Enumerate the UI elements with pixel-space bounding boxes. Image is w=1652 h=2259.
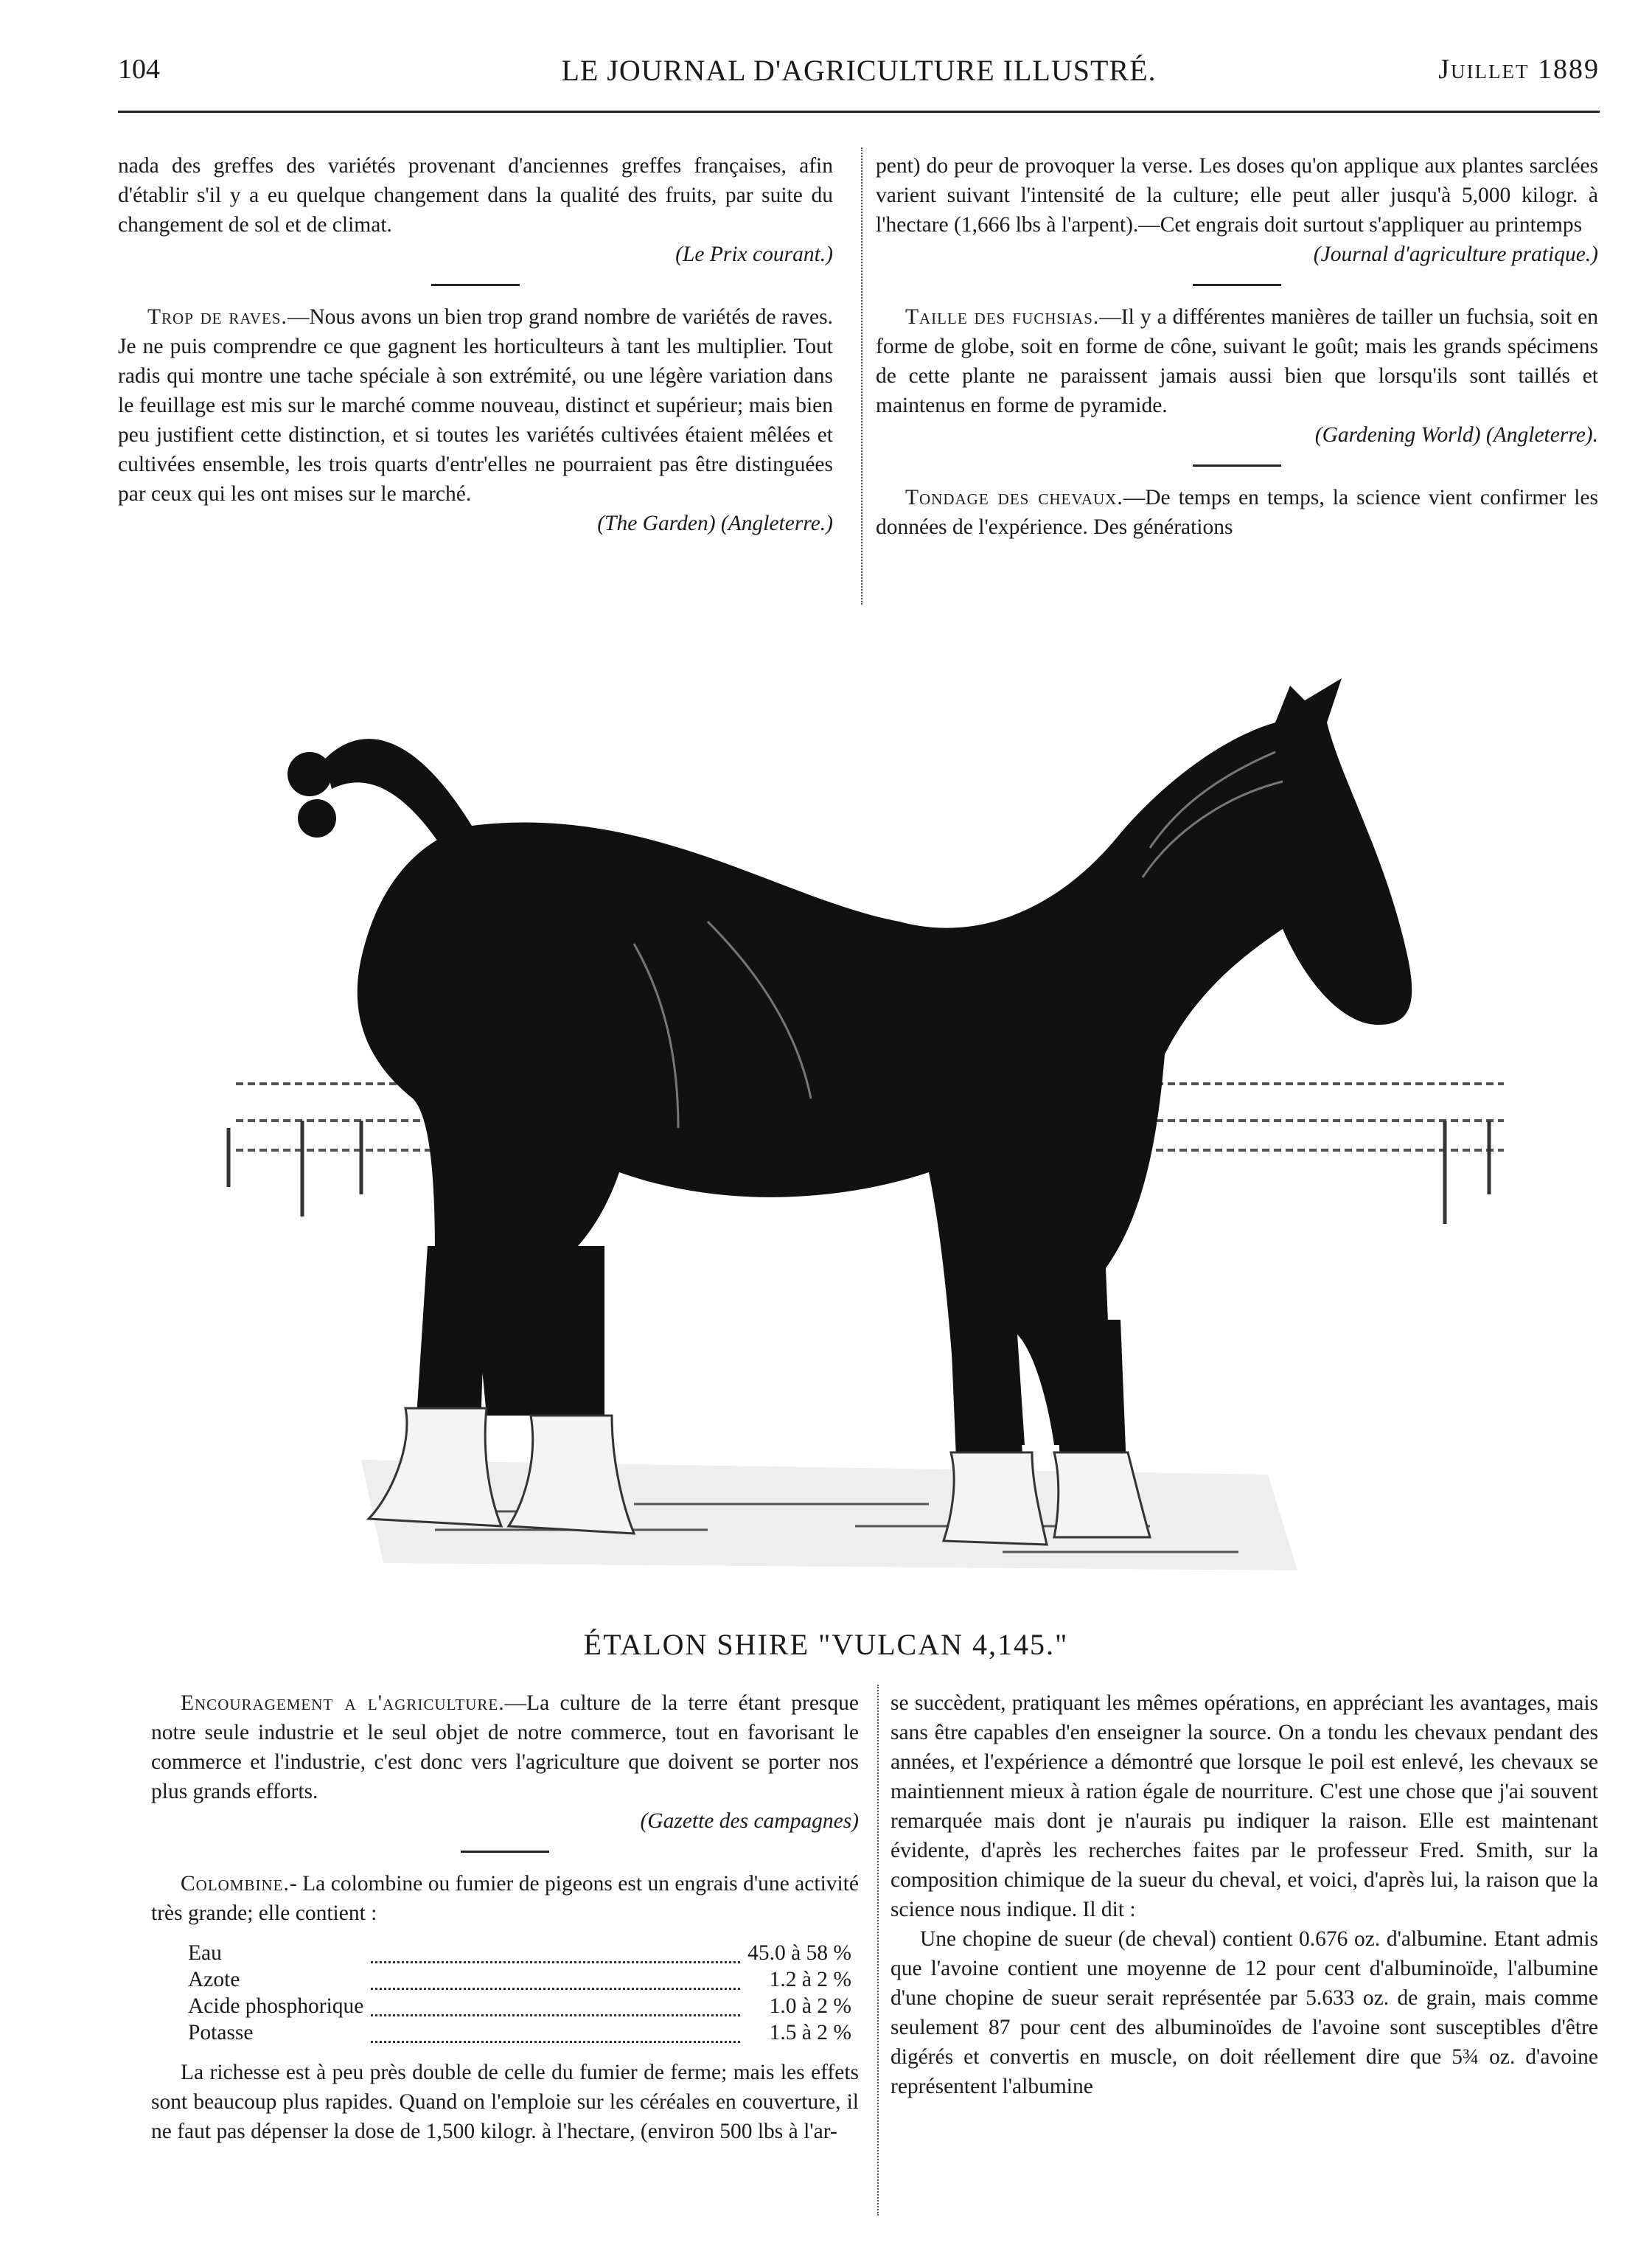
source-the-garden: (The Garden) (Angleterre.) bbox=[597, 512, 833, 535]
source-gazette: (Gazette des campagnes) bbox=[640, 1809, 859, 1833]
article-body: —Il y a différentes manières de tailler un fuchsia, soit en forme de globe, soit en forme de cône, suivant le goût; mais les grands spécimens de cette plante ne paraissent jamais aussi bien que lorsqu'ils sont taillés et maintenus en forme de pyramide. bbox=[876, 305, 1598, 417]
component-name: Acide phosphorique bbox=[188, 1994, 364, 2018]
article-tondage bbox=[876, 483, 1598, 542]
component-value: 1.2 à 2 % bbox=[769, 1968, 851, 1991]
component-name: Azote bbox=[188, 1968, 240, 1991]
bottom-right-column bbox=[891, 1688, 1598, 2101]
component-value: 45.0 à 58 % bbox=[747, 1941, 851, 1965]
article-fuchsias bbox=[876, 302, 1598, 420]
article-body: - La colombine ou fumier de pigeons est un engrais d'une activité très grande; elle contient : bbox=[151, 1872, 859, 1925]
header-rule bbox=[118, 111, 1600, 113]
figure-caption: ÉTALON SHIRE "VULCAN 4,145." bbox=[583, 1628, 1069, 1661]
separator bbox=[461, 1851, 549, 1853]
article-body: —Nous avons un bien trop grand nombre de variétés de raves. Je ne puis comprendre ce que gagnent les horticulteurs à tant les multiplier. Tout radis qui montre une tache spéciale à son extrémité, ou une légère variation dans le feuillage est mis sur le marché comme nouveau, distinct et supérieur; mais bien peu justifient cette distinction, et si toutes les variétés cultivées étaient mêlées et cultivées ensemble, les trois quarts d'entr'elles ne pourraient pas être distinguées par ceux qui les ont mises sur le marché. bbox=[118, 305, 833, 506]
leader-dots bbox=[363, 1966, 747, 1993]
journal-title: LE JOURNAL D'AGRICULTURE ILLUSTRÉ. bbox=[561, 54, 1157, 87]
separator bbox=[1193, 464, 1281, 467]
component-value: 1.5 à 2 % bbox=[769, 2021, 851, 2044]
horse-illustration bbox=[192, 612, 1607, 1629]
separator bbox=[431, 284, 520, 286]
paragraph-greffes: nada des greffes des variétés provenant d'anciennes greffes françaises, afin d'établir s'il y a eu quelque changement dans la qualité des fruits, par suite du changement de sol et de climat. bbox=[118, 154, 833, 237]
article-title: Trop de raves. bbox=[147, 305, 287, 329]
leader-dots bbox=[363, 2019, 747, 2046]
top-left-column bbox=[118, 151, 833, 538]
paragraph-tondage-cont: se succèdent, pratiquant les mêmes opérations, en appréciant les avantages, mais sans être capables d'en enseigner la source. On a tondu les chevaux pendant des années, et l'expérience a démontré que lorsque le poil est enlevé, les chevaux se maintiennent mieux à ration égale de nourriture. C'est une chose que j'ai souvent remarquée mais dont je n'aurais pu indiquer la raison. Elle est maintenant évidente, d'après les recherches faites par le professeur Fred. Smith, sur la composition chimique de la sueur du cheval, et voici, d'après lui, la raison que la science nous indique. Il dit : bbox=[891, 1691, 1598, 1921]
page-number: 104 bbox=[118, 54, 160, 85]
table-row bbox=[188, 2019, 851, 2046]
leader-dots bbox=[363, 1993, 747, 2019]
component-name: Potasse bbox=[188, 2021, 254, 2044]
separator bbox=[1193, 284, 1281, 286]
article-encouragement bbox=[151, 1688, 859, 1806]
article-title: Taille des fuchsias. bbox=[905, 305, 1100, 329]
article-title: Encouragement a l'agriculture. bbox=[181, 1691, 505, 1715]
top-right-column bbox=[876, 151, 1598, 542]
source-prix-courant: (Le Prix courant.) bbox=[675, 243, 833, 266]
component-value: 1.0 à 2 % bbox=[769, 1994, 851, 2018]
composition-table bbox=[188, 1940, 851, 2046]
article-body: —La culture de la terre étant presque notre seule industrie et le seul objet de notre commerce, tout en favorisant le commerce et l'industrie, c'est donc vers l'agriculture que doivent se porter nos plus grands efforts. bbox=[151, 1691, 859, 1803]
component-name: Eau bbox=[188, 1941, 222, 1965]
paragraph-richesse: La richesse est à peu près double de celle du fumier de ferme; mais les effets sont beaucoup plus rapides. Quand on l'emploie sur les céréales en couverture, il ne faut pas dépenser la dose de 1,500 kilogr. à l'hectare, (environ 500 lbs à l'ar- bbox=[151, 2061, 859, 2143]
running-header bbox=[118, 53, 1600, 105]
paragraph-sueur: Une chopine de sueur (de cheval) contient 0.676 oz. d'albumine. Etant admis que l'avoine contient une moyenne de 12 pour cent d'albuminoïde, l'albumine d'une chopine de sueur serait représentée par 5.633 oz. de grain, mais comme seulement 87 pour cent des albuminoïdes de l'avoine sont susceptibles d'être digérés et convertis en muscle, on doit réellement dire que 5¾ oz. d'avoine représentent l'albumine bbox=[891, 1927, 1598, 2098]
article-title: Tondage des chevaux. bbox=[905, 486, 1123, 509]
article-raves bbox=[118, 302, 833, 509]
bottom-left-column bbox=[151, 1688, 859, 2146]
issue-date: Juillet 1889 bbox=[1438, 54, 1600, 85]
table-row bbox=[188, 1966, 851, 1993]
article-colombine bbox=[151, 1869, 859, 1928]
table-row bbox=[188, 1993, 851, 2019]
leader-dots bbox=[363, 1940, 747, 1966]
article-title: Colombine. bbox=[181, 1872, 290, 1896]
source-journal-agriculture: (Journal d'agriculture pratique.) bbox=[1313, 243, 1598, 266]
paragraph-colombine-cont: pent) do peur de provoquer la verse. Les doses qu'on applique aux plantes sarclées varient suivant l'intensité de la culture; elle peut aller jusqu'à 5,000 kilogr. à l'hectare (1,666 lbs à l'arpent).—Cet engrais doit surtout s'appliquer au printemps bbox=[876, 154, 1598, 237]
source-gardening-world: (Gardening World) (Angleterre). bbox=[1314, 423, 1598, 447]
article-body: —De temps en temps, la science vient confirmer les données de l'expérience. Des générations bbox=[876, 486, 1598, 539]
column-divider bbox=[877, 1685, 879, 2216]
column-divider bbox=[861, 147, 862, 605]
table-row bbox=[188, 1940, 851, 1966]
